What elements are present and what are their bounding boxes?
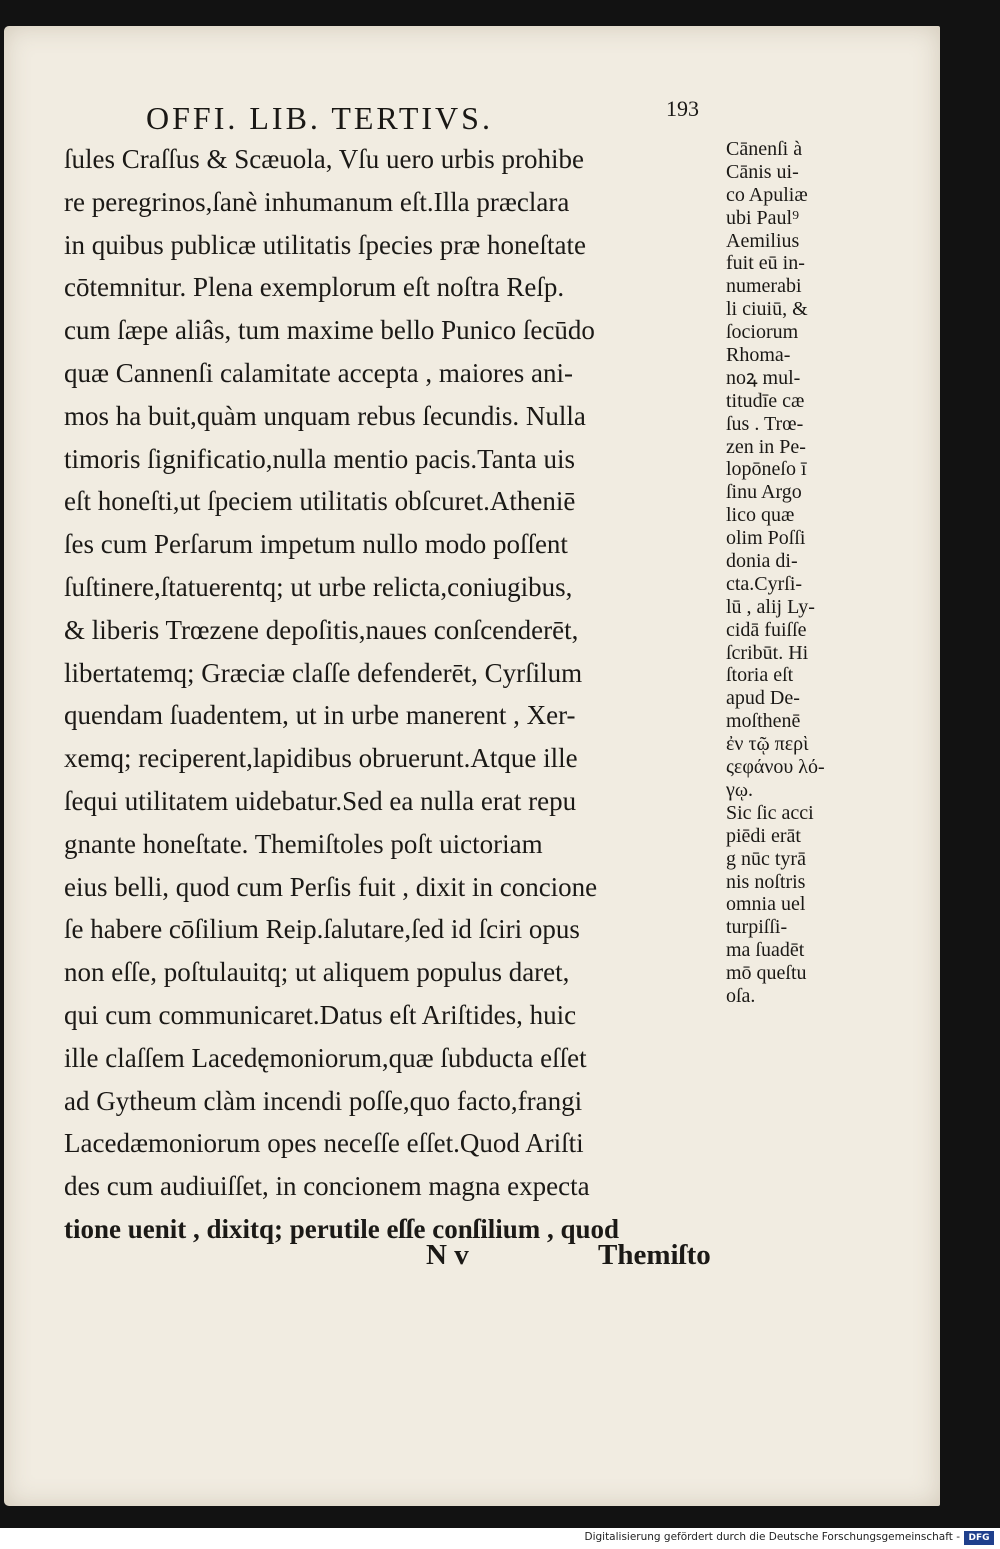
text-line: libertatemq; Græciæ claſſe defenderēt, Cyrſilum: [64, 657, 583, 688]
page-footer: [64, 1232, 864, 1278]
text-line: ſes cum Perſarum impetum nullo modo poſſent: [64, 529, 568, 560]
marginal-note-line: Cānis ui-: [726, 160, 799, 183]
marginal-note-line: titudīe cæ: [726, 389, 805, 412]
text-line: non eſſe, poſtulauitq; ut aliquem populus daret,: [64, 957, 570, 988]
running-title: OFFI. LIB. TERTIVS.: [146, 100, 493, 136]
marginal-note-line: cta.Cyrſi-: [726, 572, 803, 595]
marginal-note-line: noꝝ mul-: [726, 366, 801, 389]
credit-line: Digitalisierung gefördert durch die Deutsche Forschungsgemeinschaft -: [584, 1531, 960, 1543]
marginal-note-line: ſtoria eſt: [726, 664, 794, 687]
text-line: qui cum communicaret.Datus eſt Ariſtides, huic: [64, 999, 577, 1030]
marginal-note-line: ſociorum: [726, 321, 799, 344]
marginal-note-line: zen in Pe-: [726, 435, 806, 458]
dfg-logo: DFG: [964, 1531, 994, 1545]
page-number: 193: [666, 96, 699, 121]
text-line: tione uenit , dixitq; perutile eſſe conſilium , quod: [64, 1213, 620, 1244]
text-line: quendam ſuadentem, ut in urbe manerent , Xer-: [64, 700, 576, 731]
marginal-note-line: moſthenē: [726, 710, 801, 733]
marginal-note-line: oſa.: [726, 984, 756, 1007]
marginal-note-line: lopōneſo ī: [726, 458, 807, 481]
text-line: eſt honeſti,ut ſpeciem utilitatis obſcuret.Atheniē: [64, 486, 576, 517]
marginal-note-line: cidā fuiſſe: [726, 618, 807, 641]
text-line: ad Gytheum clàm incendi poſſe,quo facto,frangi: [64, 1085, 583, 1116]
marginal-note-line: turpiſſi-: [726, 916, 788, 939]
marginal-note-line: Sic ſic acci: [726, 801, 814, 824]
text-line: quæ Cannenſi calamitate accepta , maiores ani-: [64, 357, 574, 388]
text-line: cum ſæpe aliâs, tum maxime bello Punico ſecūdo: [64, 315, 595, 346]
marginal-note: [726, 138, 876, 1008]
text-line: timoris ſignificatio,nulla mentio pacis.Tanta uis: [64, 443, 576, 474]
text-line: & liberis Trœzene depoſitis,naues conſcenderēt,: [64, 614, 579, 645]
text-line: mos ha buit,quàm unquam rebus ſecundis. Nulla: [64, 400, 586, 431]
marginal-note-line: ſus . Trœ-: [726, 412, 804, 435]
main-text-block: [64, 138, 724, 1251]
marginal-note-line: γῳ.: [726, 778, 754, 801]
marginal-note-line: ſcribūt. Hi: [726, 641, 809, 664]
catchword: Themiſto: [598, 1239, 711, 1271]
text-line: in quibus publicæ utilitatis ſpecies præ honeſtate: [64, 229, 586, 260]
marginal-note-line: li ciuiū, &: [726, 298, 808, 321]
marginal-note-line: fuit eū in-: [726, 252, 805, 275]
marginal-note-line: apud De-: [726, 687, 800, 710]
marginal-note-line: omnia uel: [726, 893, 806, 916]
text-line: re peregrinos,ſanè inhumanum eſt.Illa præclara: [64, 186, 570, 217]
marginal-note-line: mō queſtu: [726, 962, 807, 985]
credit-bar: [0, 1528, 1000, 1549]
text-line: ſe habere cōſilium Reip.ſalutare,ſed id ſciri opus: [64, 914, 580, 945]
marginal-note-line: nis noſtris: [726, 870, 806, 893]
text-line: eius belli, quod cum Perſis fuit , dixit in concione: [64, 871, 598, 902]
marginal-note-line: ἐν τῷ περὶ: [726, 733, 809, 756]
marginal-note-line: piēdi erāt: [726, 824, 801, 847]
text-line: ſequi utilitatem uidebatur.Sed ea nulla erat repu: [64, 785, 577, 816]
marginal-note-line: Rhoma-: [726, 344, 791, 367]
marginal-note-line: g nūc tyrā: [726, 847, 806, 870]
marginal-note-line: olim Poſſi: [726, 527, 806, 550]
text-line: des cum audiuiſſet, in concionem magna expecta: [64, 1171, 590, 1202]
marginal-note-line: ςεφάνου λό-: [726, 756, 825, 779]
book-page: [4, 26, 940, 1506]
marginal-note-line: ma ſuadēt: [726, 939, 805, 962]
text-line: cōtemnitur. Plena exemplorum eſt noſtra Reſp.: [64, 272, 565, 303]
text-line: xemq; reciperent,lapidibus obruerunt.Atque ille: [64, 743, 578, 774]
marginal-note-line: Aemilius: [726, 229, 800, 252]
marginal-note-line: lico quæ: [726, 504, 795, 527]
marginal-note-line: ubi Paul⁹: [726, 206, 800, 229]
marginal-note-line: numerabi: [726, 275, 802, 298]
marginal-note-line: donia di-: [726, 550, 798, 573]
marginal-note-line: lū , alij Ly-: [726, 595, 815, 618]
signature-mark: N v: [426, 1239, 469, 1271]
text-line: ille claſſem Lacedęmoniorum,quæ ſubducta eſſet: [64, 1042, 587, 1073]
text-line: ſuſtinere,ſtatuerentq; ut urbe relicta,coniugibus,: [64, 571, 573, 602]
text-line: gnante honeſtate. Themiſtoles poſt uictoriam: [64, 828, 543, 859]
marginal-note-line: ſinu Argo: [726, 481, 802, 504]
text-line: ſules Craſſus & Scæuola, Vſu uero urbis prohibe: [64, 144, 584, 174]
marginal-note-line: Cānenſi à: [726, 138, 803, 160]
text-line: Lacedæmoniorum opes neceſſe eſſet.Quod Ariſti: [64, 1128, 584, 1159]
marginal-note-line: co Apuliæ: [726, 183, 808, 206]
